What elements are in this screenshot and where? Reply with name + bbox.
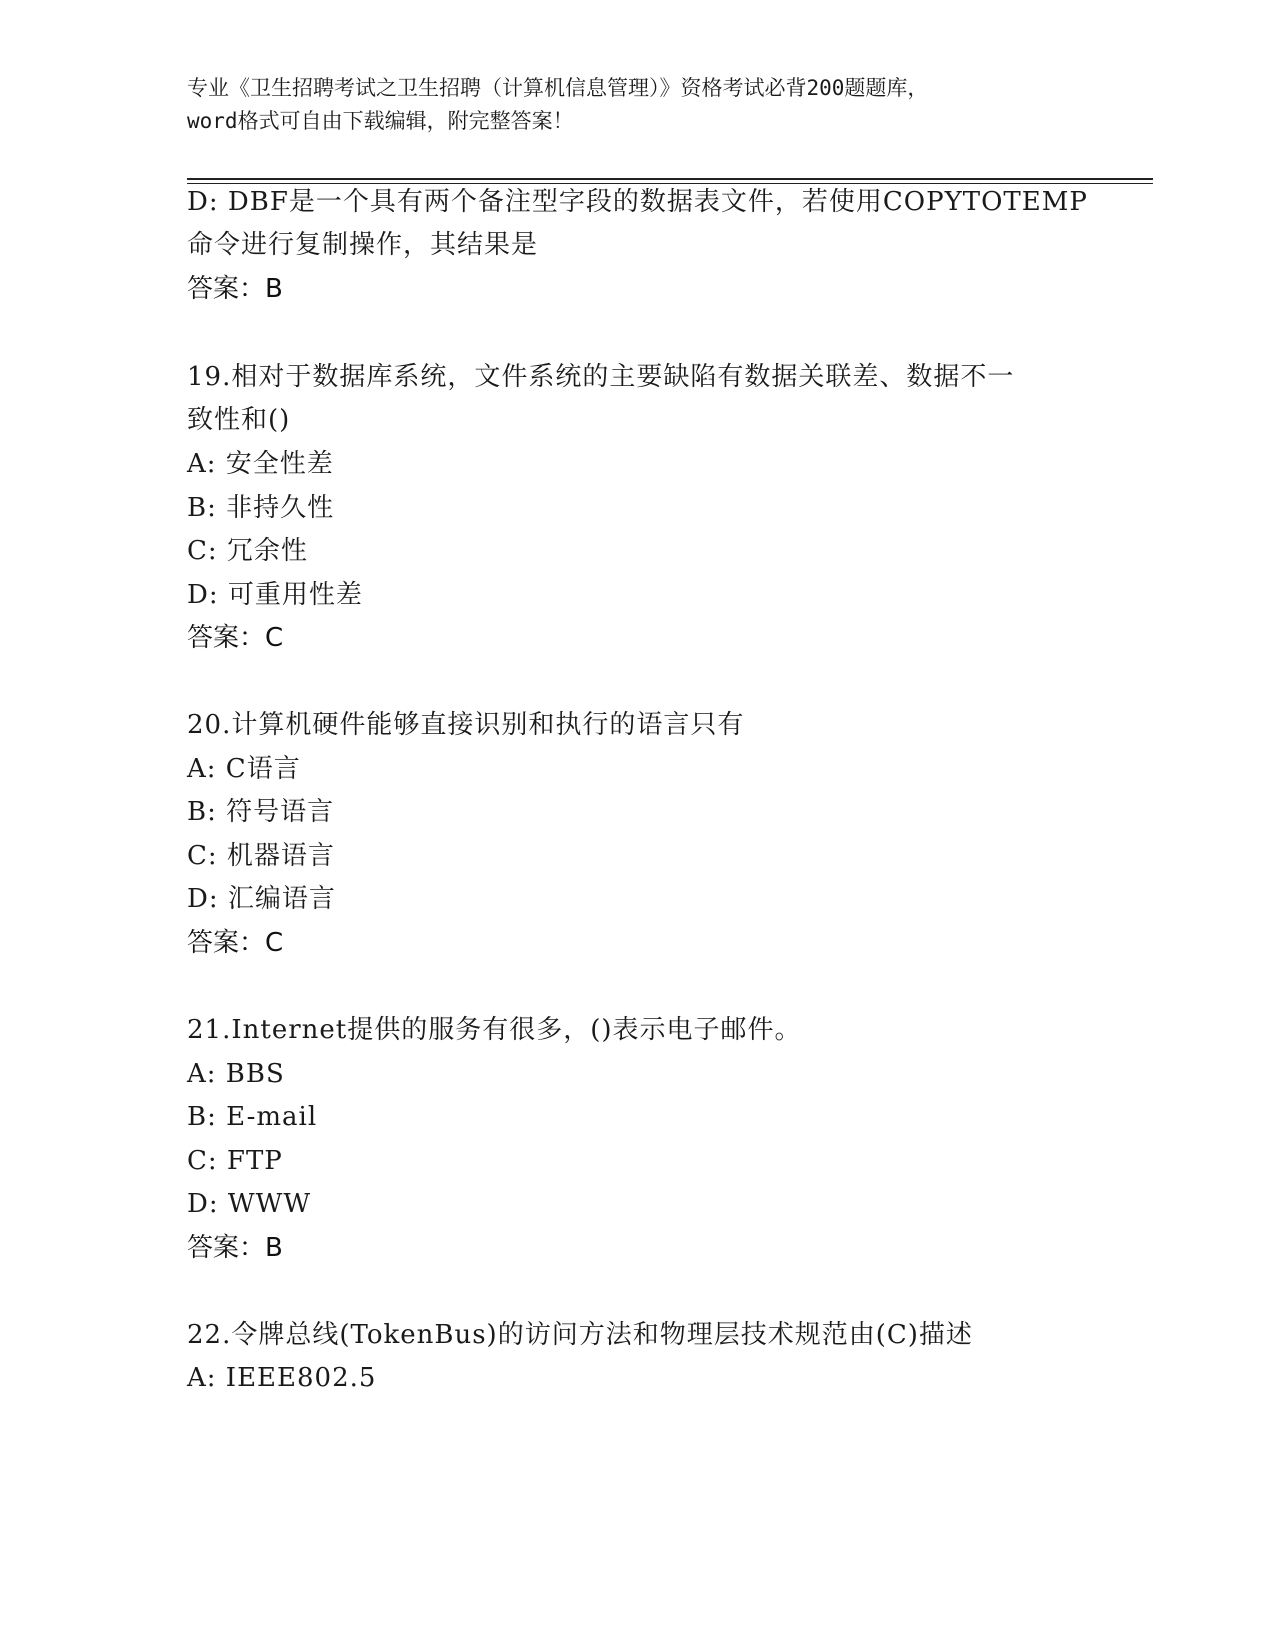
question-20-option-c: C: 机器语言 <box>187 841 335 871</box>
question-22-line-1: 22.令牌总线(TokenBus)的访问方法和物理层技术规范由(C)描述 <box>187 1320 973 1350</box>
question-21-option-d: D: WWW <box>187 1189 312 1219</box>
prev-question-answer: 答案：B <box>187 274 283 304</box>
question-20-option-a: A: C语言 <box>187 754 301 784</box>
question-21-answer: 答案：B <box>187 1233 283 1263</box>
header-line-1: 专业《卫生招聘考试之卫生招聘（计算机信息管理）》资格考试必背200题题库， <box>187 76 929 100</box>
document-header <box>187 72 1087 138</box>
question-22-option-a: A: IEEE802.5 <box>187 1363 377 1393</box>
prev-question-line-2: 命令进行复制操作，其结果是 <box>187 230 539 260</box>
question-21-option-b: B: E-mail <box>187 1102 318 1132</box>
question-19-option-a: A: 安全性差 <box>187 449 334 479</box>
question-19-option-c: C: 冗余性 <box>187 536 308 566</box>
question-20-line-1: 20.计算机硬件能够直接识别和执行的语言只有 <box>187 710 745 740</box>
question-21-line-1: 21.Internet提供的服务有很多，()表示电子邮件。 <box>187 1015 802 1045</box>
question-20-answer: 答案：C <box>187 928 284 958</box>
question-21-option-a: A: BBS <box>187 1059 285 1089</box>
question-19-line-2: 致性和() <box>187 405 291 435</box>
header-divider-thick <box>187 178 1153 180</box>
question-19-option-b: B: 非持久性 <box>187 493 335 523</box>
question-20-option-b: B: 符号语言 <box>187 797 335 827</box>
question-19-line-1: 19.相对于数据库系统，文件系统的主要缺陷有数据关联差、数据不一 <box>187 362 1015 392</box>
question-20-option-d: D: 汇编语言 <box>187 884 336 914</box>
question-19-option-d: D: 可重用性差 <box>187 580 363 610</box>
question-21-option-c: C: FTP <box>187 1146 283 1176</box>
prev-question-line-1: D: DBF是一个具有两个备注型字段的数据表文件，若使用COPYTOTEMP <box>187 187 1088 217</box>
question-19-answer: 答案：C <box>187 623 284 653</box>
header-divider-thin <box>187 183 1153 184</box>
header-line-2: word格式可自由下载编辑，附完整答案！ <box>187 109 574 133</box>
